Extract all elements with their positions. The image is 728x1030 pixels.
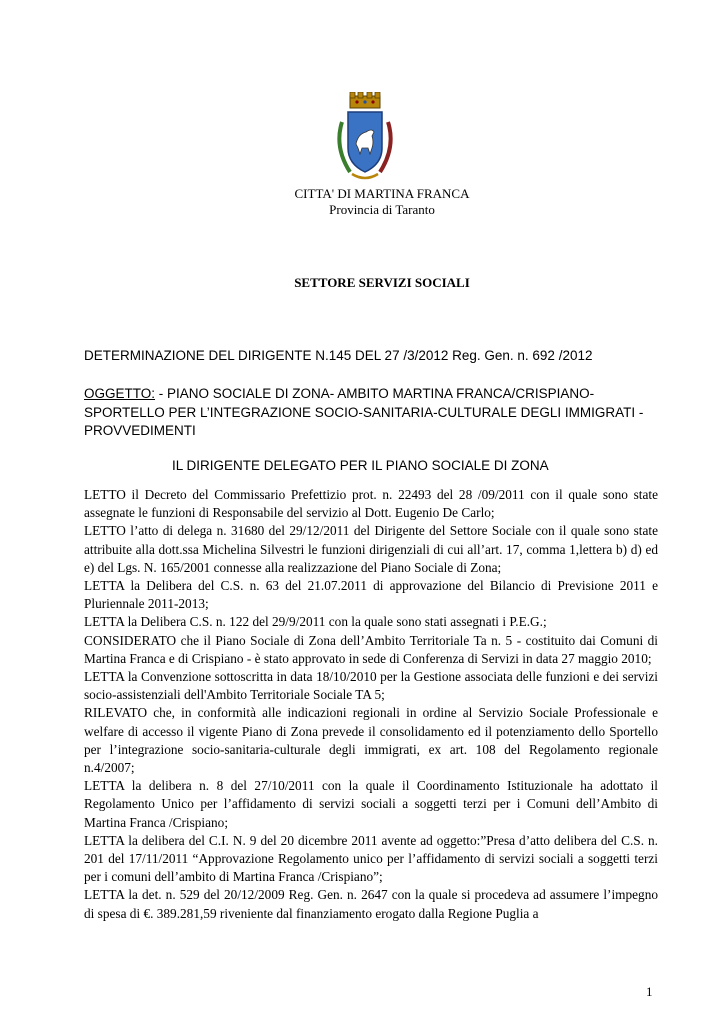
paragraph: LETTO l’atto di delega n. 31680 del 29/12/2011 del Dirigente del Settore Sociale con il quale sono state attribuite alla dott.ssa Michelina Silvestri le funzioni dirigenziali di cui all’art. 17, comma 1,lettera b) d) ed e) del Lgs. N. 165/2001 connesse alla realizzazione del Piano Sociale di Zona; xyxy=(84,523,658,575)
paragraph: LETTA la Convenzione sottoscritta in data 18/10/2010 per la Gestione associata delle funzioni e dei servizi socio-assistenziali dell'Ambito Territoriale Sociale TA 5; xyxy=(84,669,658,703)
page-number: 1 xyxy=(646,984,653,999)
province-name: Provincia di Taranto xyxy=(329,202,435,217)
subject-block xyxy=(84,385,664,441)
city-coat-of-arms xyxy=(328,92,402,182)
paragraph: LETTA la det. n. 529 del 20/12/2009 Reg. Gen. n. 2647 con la quale si procedeva ad assumere l’impegno di spesa di €. 389.281,59 riveniente dal finanziamento erogato dalla Regione Puglia a xyxy=(84,887,658,921)
subject-label: OGGETTO: xyxy=(84,386,156,401)
paragraph: LETTA la delibera n. 8 del 27/10/2011 con la quale il Coordinamento Istituzionale ha adottato il Regolamento Unico per l’affidamento di servizi sociali a soggetti terzi per i Comuni dell’Ambito di Martina Franca /Crispiano; xyxy=(84,778,658,830)
subject-text: - PIANO SOCIALE DI ZONA- AMBITO MARTINA FRANCA/CRISPIANO-SPORTELLO PER L’INTEGRAZIONE SOCIO-SANITARIA-CULTURALE DEGLI IMMIGRATI -PROVVEDIMENTI xyxy=(84,386,644,438)
determination-heading: DETERMINAZIONE DEL DIRIGENTE N.145 DEL 27 /3/2012 Reg. Gen. n. 692 /2012 xyxy=(84,348,593,363)
paragraph: RILEVATO che, in conformità alle indicazioni regionali in ordine al Servizio Sociale Professionale e welfare di accesso il vigente Piano di Zona prevede il consolidamento ed il potenziamento dello Sportello per l’integrazione socio-sanitaria-culturale degli immigrati, ex art. 108 del Regolamento regionale n.4/2007; xyxy=(84,705,658,776)
city-name: CITTA' DI MARTINA FRANCA xyxy=(294,186,470,201)
paragraph: LETTO il Decreto del Commissario Prefettizio prot. n. 22493 del 28 /09/2011 con il quale sono state assegnate le funzioni di Responsabile del servizio al Dott. Eugenio De Carlo; xyxy=(84,487,658,521)
paragraph: LETTA la Delibera del C.S. n. 63 del 21.07.2011 di approvazione del Bilancio di Previsione 2011 e Pluriennale 2011-2013; xyxy=(84,578,658,612)
paragraph: CONSIDERATO che il Piano Sociale di Zona dell’Ambito Territoriale Ta n. 5 - costituito dai Comuni di Martina Franca e di Crispiano - è stato approvato in sede di Conferenza di Servizi in data 27 maggio 2010; xyxy=(84,632,658,666)
paragraph: LETTA la delibera del C.I. N. 9 del 20 dicembre 2011 avente ad oggetto:”Presa d’atto delibera del C.S. n. 201 del 17/11/2011 “Approvazione Regolamento unico per l’affidamento di servizi sociali a soggetti terzi per i comuni dell’ambito di Martina Franca /Crispiano”; xyxy=(84,832,658,885)
paragraph: LETTA la Delibera C.S. n. 122 del 29/9/2011 con la quale sono stati assegnati i P.E.G.; xyxy=(84,614,547,630)
delegate-heading: IL DIRIGENTE DELEGATO PER IL PIANO SOCIALE DI ZONA xyxy=(172,458,549,473)
sector-title: SETTORE SERVIZI SOCIALI xyxy=(294,275,470,290)
document-body xyxy=(84,486,658,923)
